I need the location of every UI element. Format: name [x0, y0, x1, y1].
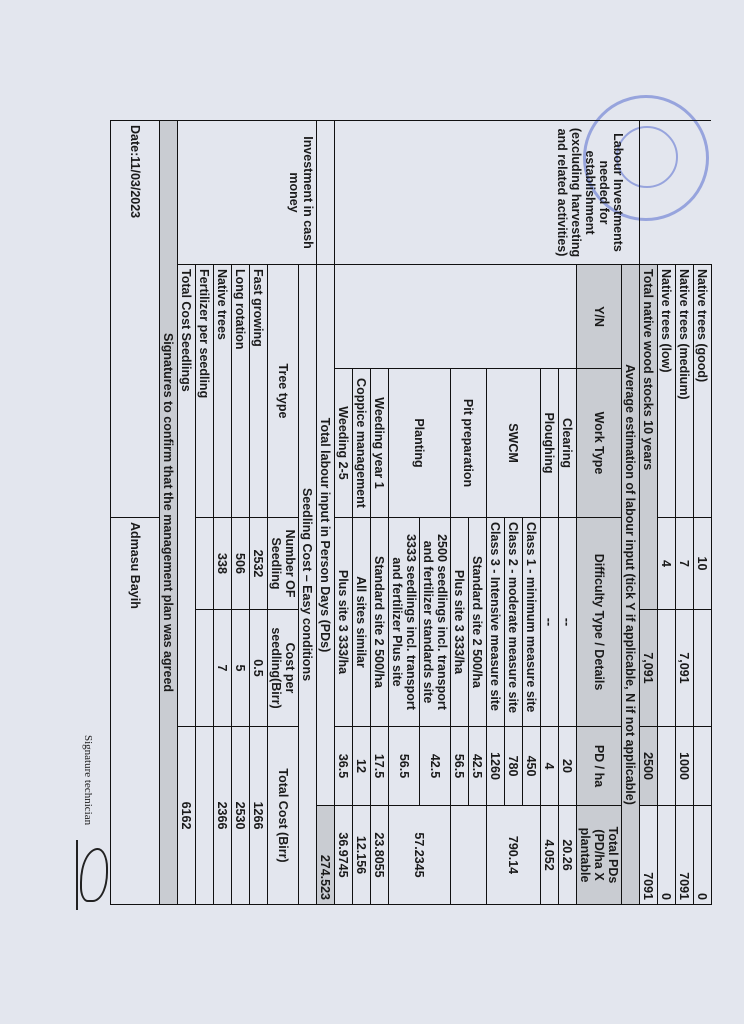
- signature-technician-label: Signature technician: [82, 735, 94, 826]
- work-type: Ploughing: [541, 369, 559, 518]
- labour-plan-table: [110, 120, 712, 905]
- row-label: Native trees (good): [694, 265, 712, 518]
- work-type: Planting: [389, 369, 451, 518]
- section-label: Investment in cash money: [178, 121, 317, 265]
- tree-type: Fast growing: [250, 265, 268, 518]
- col-header: Difficulty Type / Details: [577, 518, 622, 727]
- total: 4.052: [541, 806, 559, 905]
- col-header: Total PDs (PD/ha X plantable: [577, 806, 622, 905]
- cell: 7,091: [640, 609, 658, 726]
- cost: 0.5: [250, 609, 268, 726]
- cell: 7091: [676, 806, 694, 905]
- detail: Standard site 2 500/ha: [371, 518, 389, 727]
- detail: --: [559, 518, 577, 727]
- signer-name: Admasu Bayih: [111, 518, 160, 905]
- section-title: Average estimation of labour input (tick Y if applicable, N if not applicable): [622, 265, 640, 905]
- pd: 20: [559, 727, 577, 806]
- count: 338: [214, 518, 232, 610]
- pd: 1260: [487, 727, 505, 806]
- total-label: Total labour input in Person Days (PDs): [317, 265, 335, 806]
- work-type: Weeding 2-5: [335, 369, 353, 518]
- cell: 1000: [676, 727, 694, 806]
- total: 20.26: [559, 806, 577, 905]
- work-type: SWCM: [487, 369, 541, 518]
- pd: 17.5: [371, 727, 389, 806]
- pd: 4: [541, 727, 559, 806]
- work-type: Pit preparation: [451, 369, 487, 518]
- cell: 7091: [640, 806, 658, 905]
- pd: 42.5: [469, 727, 487, 806]
- col-header: Work Type: [577, 369, 622, 518]
- signatures-header: Signatures to confirm that the management plan was agreed: [160, 121, 178, 905]
- cell: 0: [694, 806, 712, 905]
- detail: Class 1 - minimum measure site: [523, 518, 541, 727]
- tree-type: Long rotation: [232, 265, 250, 518]
- count: 2532: [250, 518, 268, 610]
- detail: Class 3 - Intensive measure site: [487, 518, 505, 727]
- pd: 56.5: [389, 727, 420, 806]
- count: 506: [232, 518, 250, 610]
- cell: 7,091: [676, 609, 694, 726]
- pd: 780: [505, 727, 523, 806]
- detail: 2500 seedlings incl. transport and fertilizer standards site: [420, 518, 451, 727]
- total: 57.2345: [389, 806, 451, 905]
- col-header: Cost per seedling(Birr): [268, 609, 299, 726]
- tree-type: Native trees: [214, 265, 232, 518]
- handwritten-signature: [76, 840, 114, 910]
- cell: 7: [676, 518, 694, 610]
- row-label: Native trees (medium): [676, 265, 694, 518]
- pd: 36.5: [335, 727, 353, 806]
- col-header: Y/N: [577, 265, 622, 369]
- pd: 450: [523, 727, 541, 806]
- pd: 42.5: [420, 727, 451, 806]
- total: 36.9745: [335, 806, 353, 905]
- detail: --: [541, 518, 559, 727]
- cell: 4: [658, 518, 676, 610]
- work-type: Coppice management: [353, 369, 371, 518]
- detail: All sites similar: [353, 518, 371, 727]
- cost: 5: [232, 609, 250, 726]
- total: 2366: [214, 727, 232, 905]
- pd: 12: [353, 727, 371, 806]
- cost: 7: [214, 609, 232, 726]
- total-value: 274.523: [317, 806, 335, 905]
- detail: Standard site 2 500/ha: [469, 518, 487, 727]
- section-label: Labour Investments needed for establishment (excluding harvesting and related activities): [335, 121, 640, 265]
- detail: Plus site 3 333/ha: [335, 518, 353, 727]
- total: 12.156: [353, 806, 371, 905]
- work-type: Weeding year 1: [371, 369, 389, 518]
- total: 1266: [250, 727, 268, 905]
- row-label: Native trees (low): [658, 265, 676, 518]
- tree-type: Fertilizer per seedling: [196, 265, 214, 518]
- detail: Class 2 - moderate measure site: [505, 518, 523, 727]
- cell: 0: [658, 806, 676, 905]
- col-header: PD / ha: [577, 727, 622, 806]
- detail: Plus site 3 333/ha: [451, 518, 469, 727]
- total: 790.14: [487, 806, 541, 905]
- cell: 10: [694, 518, 712, 610]
- col-header: Tree type: [268, 265, 299, 518]
- date-cell: Date:11/03/2023: [111, 121, 160, 518]
- col-header: Total Cost (Birr): [268, 727, 299, 905]
- total: 2530: [232, 727, 250, 905]
- total-label: Total Cost Seedlings: [178, 265, 196, 727]
- cell: 2500: [640, 727, 658, 806]
- col-header: Number OF Seedling: [268, 518, 299, 610]
- row-label: Total native wood stocks 10 years: [640, 265, 658, 610]
- section-title: Seedling Cost – Easy conditions: [299, 265, 317, 905]
- detail: 3333 seedlings incl. transport and fertilizer Plus site: [389, 518, 420, 727]
- total-value: 6162: [178, 727, 196, 905]
- pd: 56.5: [451, 727, 469, 806]
- work-type: Clearing: [559, 369, 577, 518]
- total: 23.8055: [371, 806, 389, 905]
